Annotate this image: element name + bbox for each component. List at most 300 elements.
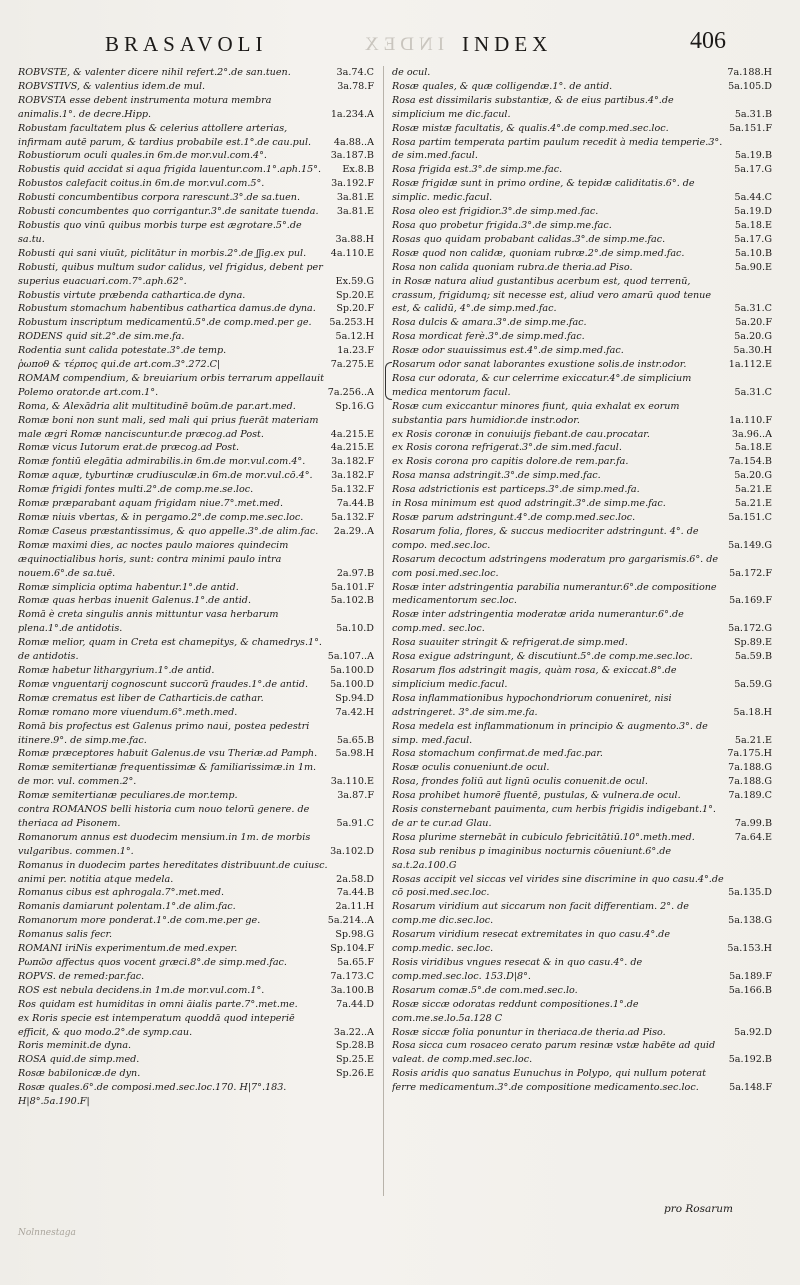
entry-reference: 5a.91.C [336,817,374,829]
index-entry [18,692,374,706]
index-entry [392,497,772,511]
margin-handwriting: Nolnnestaga [18,1228,76,1238]
index-entry [18,1053,374,1067]
entry-text: Rosarum comæ.5°.de com.med.sec.lo. [392,984,578,996]
index-entry [18,706,374,720]
index-entry [18,80,374,94]
index-entry [18,261,374,289]
entry-reference: 5a.65.F [337,957,374,968]
entry-reference: 5a.153.H [727,943,772,955]
entry-reference: 4a.215.E [330,428,374,440]
index-entry [18,581,374,595]
entry-reference: Sp.89.E [733,637,772,649]
entry-text: Robustam facultatem plus & celerius attollere arterias, infirmam autē parum, & tardius probabile est.1°.de cau.pul. [18,122,312,148]
entry-reference: 7a.42.H [335,706,374,718]
entry-reference: 7a.44.D [336,998,374,1010]
entry-text: ῥωποθ & τέρπος qui.de art.com.3°.272.C| [18,359,221,371]
entry-text: Rosarum decoctum adstringens moderatum pro gargarismis.6°. de com posi.med.sec.loc. [392,553,719,579]
entry-reference: Sp.104.F [330,943,374,955]
entry-text: ROS est nebula decidens.in 1m.de mor.vul.com.1°. [18,984,265,996]
index-entry [18,831,374,859]
entry-reference: 3a.74.C [336,67,374,78]
entry-reference: 5a.19.B [734,150,772,162]
index-entry [392,428,772,442]
entry-text: ROBVSTIVS, & valentius idem.de mul. [18,80,206,92]
entry-reference: 3a.100.B [330,984,374,996]
index-entry [392,233,772,247]
entry-text: ROMAM compendium, & breuiarium orbis terrarum appellauit Polemo orator.de art.com.1°. [18,372,325,398]
entry-reference: 4a.110.E [330,247,374,259]
index-entry [18,455,374,469]
entry-reference: 7a.188.G [728,762,772,774]
column-divider [383,66,384,1196]
entry-text: Robustiorum oculi quales.in 6m.de mor.vul.com.4°. [18,150,267,162]
entry-text: in Rosa minimum est quod adstringit.3°.de simp.me.fac. [392,498,666,510]
entry-reference: 2a.58.D [336,873,374,885]
entry-reference: 5a.214..A [327,915,374,927]
entry-reference: 5a.17.G [734,233,772,245]
index-entry [18,970,374,984]
index-entry [18,289,374,303]
index-entry [18,928,374,942]
entry-reference: 3a.88.H [335,233,374,245]
index-entry [392,789,772,803]
entry-reference: 5a.148.F [729,1082,772,1094]
entry-reference: Sp.20.E [335,289,374,301]
index-entry [18,678,374,692]
entry-text: Rosæ babilonicæ.de dyn. [18,1068,141,1080]
entry-text: Romæ frigidi fontes multi.2°.de comp.me.se.loc. [18,484,254,496]
entry-text: Romanus salis fecr. [18,929,113,941]
entry-text: Romā bis profectus est Galenus primo naui, postea pedestri itinere.9°. de simp.me.fac. [18,720,310,746]
index-entry [18,205,374,219]
entry-text: Rosa adstrictionis est particeps.3°.de simp.med.fa. [392,484,640,496]
entry-text: Rosæ parum adstringunt.4°.de comp.med.sec.loc. [392,512,636,523]
index-entry [18,149,374,163]
index-entry [392,553,772,581]
entry-text: ex Rosis coronæ in conuiuijs fiebant.de cau.procatar. [392,428,650,440]
entry-reference: 5a.172.G [728,623,772,635]
index-entry [392,275,772,317]
index-entry [18,66,374,80]
index-entry [392,358,772,372]
entry-text: Rosa medela est inflammationum in principio & augmento.3°. de simp. med.facul. [392,720,708,746]
entry-reference: 3a.81.E [336,192,374,204]
entry-reference: 7a.99.B [734,817,772,829]
entry-reference: 5a.44.C [734,192,772,204]
entry-text: Rosa oleo est frigidior.3°.de simp.med.fac. [392,206,599,218]
entry-reference: 5a.100.D [330,664,374,676]
entry-reference: 7a.256..A [327,386,374,398]
index-entry [392,803,772,831]
entry-reference: 7a.188.G [728,776,772,788]
entry-reference: 5a.98.H [335,748,374,760]
index-entry [392,400,772,428]
index-entry [18,414,374,442]
page-header [0,30,800,70]
page-number: 406 [690,28,726,54]
entry-text: Rosa mansa adstringit.3°.de simp.med.fac. [392,470,601,482]
entry-text: Rosæ odor suauissimus est.4°.de simp.med.fac. [392,345,624,357]
index-entry [392,261,772,275]
entry-text: Romæ melior, quam in Creta est chamepitys, & chamedrys.1°. de antidotis. [18,637,322,663]
entry-text: Robustis quid accidat si aqua frigida lauentur.com.1°.aph.15°. [18,164,322,176]
index-entry [392,163,772,177]
entry-text: Rosæ inter adstringentia parabilia numerantur.6°.de compositione medicamentorum sec.loc. [392,581,717,607]
entry-text: Romæ maximi dies, ac noctes paulo maiores quindecim æquinoctialibus horis, sunt: contra minimi paulo intra nouem.6°.de sa.tuē. [18,539,289,579]
index-entry [392,775,772,789]
entry-reference: 3a.102.D [330,845,374,857]
index-entry [18,942,374,956]
entry-reference: 3a.187.B [330,150,374,162]
index-entry [18,441,374,455]
entry-reference: Sp.98.G [335,929,374,941]
entry-text: Robusti qui sani viuūt, piclitātur in morbis.2°.de ʃʃig.ex pul. [18,247,307,259]
index-entry [392,720,772,748]
entry-text: contra ROMANOS belli historia cum nouo telorū genere. de theriaca ad Pisonem. [18,804,310,829]
entry-reference: 5a.151.F [729,122,772,134]
entry-text: ex Rosis corona pro capitis dolore.de rem.par.fa. [392,456,629,468]
entry-text: Rosa inflammationibus hypochondriorum conueniret, nisi adstringeret. 3°.de sim.me.fa. [392,692,672,718]
entry-text: Rosis viridibus vngues resecat & in quo casu.4°. de comp.med.sec.loc. 153.D|8°. [392,957,643,982]
entry-reference: 5a.132.F [331,484,374,496]
entry-reference: 5a.18.E [734,442,772,454]
index-entry [392,177,772,205]
entry-text: Rosa quo probetur frigida.3°.de simp.me.fac. [392,219,612,231]
entry-text: Romæ semitertianæ peculiares.de mor.temp. [18,790,238,802]
entry-reference: 5a.20.G [734,331,772,343]
entry-text: Rosæ siccæ odoratas reddunt compositiones.1°.de com.me.se.lo.5a.128 C [392,998,639,1024]
entry-reference: 7a.173.C [330,970,374,982]
index-entry [392,873,772,901]
running-head-index: INDEX [462,32,553,56]
index-entry [18,720,374,748]
index-entry [18,316,374,330]
entry-text: Rosis aridis quo sanatus Eunuchus in Polypo, qui nullum poterat ferre medicamentum.3°.de compositione medicamento.sec.loc. [392,1068,706,1094]
entry-text: Rosa stomachum confirmat.de med.fac.par. [392,748,603,760]
entry-reference: 5a.18.H [733,706,772,718]
entry-reference: 5a.31.C [734,386,772,398]
running-head-author: BRASAVOLI [105,32,268,56]
index-entry [18,191,374,205]
entry-text: Romæ vicus Iutorum erat.de præcog.ad Post. [18,442,240,454]
entry-reference: 5a.10.B [734,247,772,259]
index-entry [18,1081,374,1109]
entry-reference: 3a.192.F [331,178,374,190]
index-entry [392,998,772,1026]
index-entry [392,330,772,344]
entry-reference: 3a.78.F [337,80,374,92]
entry-reference: Ex.8.B [342,164,374,176]
entry-text: Rosæ quales, & quæ colligendæ.1°. de antid. [392,80,613,92]
entry-text: Romæ semitertianæ frequentissimæ & familiarissimæ.in 1m. de mor. vul. commen.2°. [18,762,317,788]
index-entry [18,94,374,122]
index-entry [18,789,374,803]
index-entry [392,650,772,664]
entry-text: Romanus cibus est aphrogala.7°.met.med. [18,887,225,899]
index-entry [392,581,772,609]
index-entry [18,886,374,900]
entry-text: in Rosæ natura aliud gustantibus acerbum est, quod terrenū, crassum, frigidumq; sit necesse est, aliud vero amarū quod tenue est, & calidū, 4°.de simp.med.fac. [392,275,712,315]
entry-text: Rodentia sunt calida potestate.3°.de temp. [18,345,227,357]
entry-text: Robustis virtute præbenda cathartica.de dyna. [18,289,246,301]
entry-text: Robustum stomachum habentibus cathartica damus.de dyna. [18,303,316,315]
index-entry [392,136,772,164]
entry-reference: 5a.169.F [729,595,772,607]
entry-text: de ocul. [392,67,431,78]
index-column-right [392,66,772,1095]
entry-text: Romæ aquæ, tyburtinæ crudiusculæ.in 6m.de mor.vul.cō.4°. [18,470,313,482]
entry-text: Rosæ inter adstringentia moderatæ arida numerantur.6°.de comp.med. sec.loc. [392,609,684,635]
entry-reference: 5a.132.F [331,512,374,523]
entry-reference: 5a.107..A [327,651,374,663]
index-entry [18,747,374,761]
entry-text: Roma, & Alexādria alit multitudinē boūm.de par.art.med. [18,400,296,412]
entry-text: Romanorum annus est duodecim mensium.in 1m. de morbis vulgaribus. commen.1°. [18,831,311,857]
entry-text: ex Rosis corona refrigerat.3°.de sim.med.facul. [392,442,622,454]
catchword: pro Rosarum [664,1203,734,1215]
entry-reference: 5a.92.D [734,1026,772,1038]
entry-text: Robusti concumbentes quo corrigantur.3°.de sanitate tuenda. [18,206,319,218]
index-entry [18,247,374,261]
index-entry [18,1067,374,1081]
index-entry [392,372,772,400]
entry-reference: 4a.215.E [330,442,374,454]
entry-reference: 4a.88..A [333,136,374,148]
entry-reference: 5a.192.B [728,1054,772,1066]
index-entry [392,94,772,122]
index-entry [392,761,772,775]
entry-text: Romæ niuis vbertas, & in pergamo.2°.de comp.me.sec.loc. [18,512,304,523]
entry-text: Robustos calefacit coitus.in 6m.de mor.vul.com.5°. [18,178,265,190]
entry-text: Rosa plurime sternebāt in cubiculo febricitātiū.10°.meth.med. [392,831,695,843]
entry-text: Romanis damiarunt polentam.1°.de alim.fac. [18,901,236,913]
entry-text: Romanorum more ponderat.1°.de com.me.per ge. [18,915,261,927]
entry-text: Rosas accipit vel siccas vel virides sine discrimine in quo casu.4°.de cō posi.med.sec.loc. [392,873,724,899]
index-entry [392,636,772,650]
entry-reference: 2a.29..A [333,525,374,537]
index-entry [18,594,374,608]
entry-reference: 3a.182.F [331,470,374,482]
entry-text: ROBVSTE, & valenter dicere nihil refert.2°.de san.tuen. [18,67,291,78]
index-entry [18,525,374,539]
entry-text: Rosa suauiter stringit & refrigerat.de simp.med. [392,637,628,649]
entry-text: Rosa sub renibus p imaginibus nocturnis cōueniunt.6°.de sa.t.2a.100.G [392,845,672,871]
entry-text: Rosæ mistæ facultatis, & qualis.4°.de comp.med.sec.loc. [392,122,669,134]
entry-text: Rosa dulcis & amara.3°.de simp.me.fac. [392,317,587,329]
entry-reference: Sp.94.D [335,692,374,704]
entry-reference: 5a.19.D [734,206,772,218]
entry-text: Romæ romano more viuendum.6°.meth.med. [18,706,238,718]
index-entry [392,122,772,136]
entry-reference: 5a.100.D [330,678,374,690]
index-entry [392,469,772,483]
index-entry [18,1012,374,1040]
entry-reference: 5a.18.E [734,219,772,231]
entry-text: Robusti, quibus multum sudor calidus, vel frigidus, debent per superius euacuari.com.7°.aph.62°. [18,261,323,287]
entry-reference: 1a.112.E [728,359,772,371]
entry-text: Rosarum viridium aut siccarum non facit differentiam. 2°. de comp.me dic.sec.loc. [392,901,689,927]
entry-reference: Sp.26.E [335,1068,374,1080]
entry-reference: Sp.28.B [335,1040,374,1052]
index-entry [392,441,772,455]
index-entry [18,914,374,928]
index-entry [392,956,772,984]
entry-reference: 5a.10.D [336,623,374,635]
entry-reference: 5a.101.F [331,581,374,593]
entry-reference: 3a.81.E [336,206,374,218]
entry-reference: 5a.172.F [729,567,772,579]
entry-reference: 2a.11.H [335,901,374,913]
index-entry [392,511,772,525]
entry-text: Rosas quo quidam probabant calidas.3°.de simp.me.fac. [392,233,666,245]
entry-text: ROBVSTA esse debent instrumenta motura membra animalis.1°. de decre.Hipp. [18,94,272,120]
entry-reference: 7a.189.C [728,790,772,802]
entry-reference: 7a.154.B [728,456,772,468]
index-column-left [18,66,374,1109]
entry-reference: 7a.44.B [336,887,374,899]
index-entry [18,803,374,831]
entry-text: RODENS quid sit.2°.de sim.me.fa. [18,331,185,343]
entry-reference: 5a.31.B [734,108,772,120]
entry-reference: 5a.138.G [728,915,772,927]
entry-reference: 5a.189.F [729,970,772,982]
index-entry [18,469,374,483]
entry-text: Rosæ oculis conueniunt.de ocul. [392,762,550,774]
index-entry [392,66,772,80]
index-entry [392,664,772,692]
index-entry [392,316,772,330]
entry-text: Rosarum viridium resecat extremitates in quo casu.4°.de comp.medic. sec.loc. [392,929,671,955]
entry-text: Ros quidam est humiditas in omni āialis parte.7°.met.me. [18,998,298,1010]
entry-reference: Sp.20.F [336,303,374,315]
entry-text: Robustis quo vinū quibus morbis turpe est ægrotare.5°.de sa.tu. [18,219,302,245]
index-entry [18,900,374,914]
entry-reference: 5a.151.C [728,512,772,523]
index-entry [392,455,772,469]
entry-reference: 5a.65.B [336,734,374,746]
entry-text: Rosa, frondes foliū aut lignū oculis conuenit.de ocul. [392,776,648,788]
index-entry [18,956,374,970]
entry-text: Rosa mordicat ferè.3°.de simp.med.fac. [392,331,585,343]
bleed-through-text: INDEX [360,34,445,55]
index-entry [18,344,374,358]
index-entry [18,400,374,414]
entry-reference: 5a.102.B [330,595,374,607]
index-entry [392,205,772,219]
entry-reference: Sp.25.E [335,1054,374,1066]
entry-text: Rosa frigida est.3°.de simp.me.fac. [392,164,563,176]
index-entry [18,511,374,525]
index-entry [18,1039,374,1053]
entry-reference: 3a.182.F [331,456,374,468]
entry-reference: 5a.20.G [734,470,772,482]
entry-reference: 5a.253.H [329,317,374,329]
index-entry [392,1026,772,1040]
entry-text: Rosa sicca cum rosaceo cerato parum resinæ vstæ habēte ad quid valeat. de comp.med.sec.loc. [392,1040,716,1066]
entry-reference: Ex.59.G [335,275,374,287]
entry-text: Roris meminit.de dyna. [18,1040,132,1052]
index-entry [392,219,772,233]
entry-reference: 5a.149.G [728,539,772,551]
margin-bracket [385,362,392,400]
index-entry [18,163,374,177]
entry-text: Rosæ quod non calidæ, quoniam rubræ.2°.de simp.med.fac. [392,247,685,259]
entry-reference: 3a.110.E [330,776,374,788]
index-entry [392,247,772,261]
index-entry [18,358,374,372]
entry-text: Romæ præparabant aquam frigidam niue.7°.met.med. [18,498,284,510]
entry-reference: 5a.59.G [734,678,772,690]
entry-text: Rosis consternebant pauimenta, cum herbis frigidis indigebant.1°. de ar te cur.ad Glau. [392,804,716,829]
entry-text: ROSA quid.de simp.med. [18,1054,140,1066]
index-entry [18,636,374,664]
entry-text: Romæ boni non sunt mali, sed mali qui prius fuerāt materiam male ægri Romæ nanciscuntur.de præcog.ad Post. [18,414,319,440]
index-entry [18,330,374,344]
index-entry [18,539,374,581]
entry-reference: 3a.22..A [333,1026,374,1038]
index-entry [392,80,772,94]
index-entry [392,831,772,845]
entry-text: Romæ fontiū elegātia admirabilis.in 6m.de mor.vul.com.4°. [18,456,306,468]
entry-text: Rosæ quales.6°.de composi.med.sec.loc.170. H|7°.183. H|8°.5a.190.F| [18,1082,287,1108]
entry-reference: 5a.59.B [734,651,772,663]
entry-text: ROMANI iriNis experimentum.de med.exper. [18,943,238,955]
index-entry [18,984,374,998]
entry-reference: 5a.17.G [734,164,772,176]
entry-text: Rosæ siccæ folia ponuntur in theriaca.de theria.ad Piso. [392,1026,666,1038]
entry-text: Rosa exigue adstringunt, & discutiunt.5°.de comp.me.sec.loc. [392,651,693,663]
entry-text: Rosa prohibet humorē fluentē, pustulas, & vulnera.de ocul. [392,790,681,802]
index-entry [18,372,374,400]
index-entry [392,1039,772,1067]
entry-reference: 2a.97.B [336,567,374,579]
entry-text: Rosarum flos adstringit magis, quàm rosa, & exiccat.8°.de simplicium medic.facul. [392,664,677,690]
entry-text: Romæ præceptores habuit Galenus.de vsu Theriæ.ad Pamph. [18,748,318,760]
index-entry [18,497,374,511]
entry-text: ex Roris specie est intemperatum quoddā quod inteperiē efficit, & quo modo.2°.de symp.cau. [18,1012,295,1038]
index-entry [18,664,374,678]
entry-reference: 5a.21.E [734,484,772,496]
index-entry [392,1067,772,1095]
entry-reference: 7a.188.H [727,67,772,78]
entry-text: Robusti concumbentibus corpora rarescunt.3°.de sa.tuen. [18,192,300,204]
index-entry [18,859,374,887]
entry-text: Rosarum folia, flores, & succus mediocriter adstringunt. 4°. de compo. med.sec.loc. [392,525,699,551]
entry-reference: 7a.64.E [734,831,772,843]
index-entry [18,761,374,789]
entry-text: Rosa partim temperata partim paulum recedit à media temperie.3°. de sim.med.facul. [392,136,723,162]
entry-text: Rosarum odor sanat laborantes exustione solis.de instr.odor. [392,359,687,371]
entry-text: Romæ simplicia optima habentur.1°.de antid. [18,581,239,593]
entry-text: Romanus in duodecim partes hereditates distribuunt.de cuiusc. animi per. notitia atque medela. [18,859,328,885]
entry-text: Romæ quas herbas inuenit Galenus.1°.de antid. [18,595,251,607]
index-entry [392,692,772,720]
index-entry [392,525,772,553]
index-entry [18,608,374,636]
index-entry [392,900,772,928]
entry-text: Romæ Caseus præstantissimus, & quo appelle.3°.de alim.fac. [18,525,319,537]
entry-reference: 5a.90.E [734,261,772,273]
index-entry [18,998,374,1012]
index-entry [18,483,374,497]
entry-reference: 5a.20.F [735,317,772,329]
entry-reference: 7a.175.H [727,748,772,760]
entry-reference: 3a.96..A [731,428,772,440]
index-entry [18,219,374,247]
index-entry [392,928,772,956]
index-entry [392,483,772,497]
